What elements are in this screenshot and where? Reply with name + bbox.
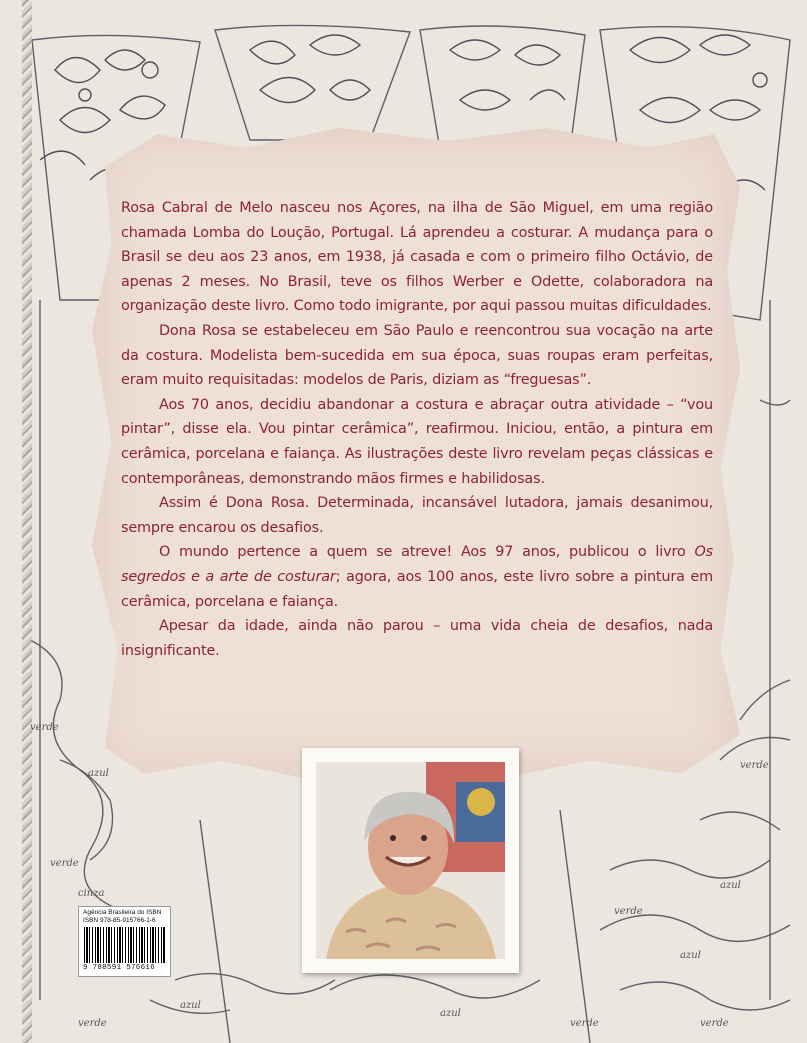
map-label-verde: verde [50,858,79,869]
rope-border-icon [22,0,32,1043]
map-label-verde: verde [700,1018,729,1029]
bio-paragraph: Apesar da idade, ainda não parou – uma vida cheia de desafios, nada insignificante. [121,618,713,659]
map-label-verde: verde [78,1018,107,1029]
bio-paragraph: Dona Rosa se estabeleceu em São Paulo e reencontrou sua vocação na arte da costura. Modelista bem-sucedida em sua época, suas roupas eram perfeitas, eram muito requisitadas: modelos de Paris, diziam as “freguesas”. [121,322,713,389]
map-label-verde: verde [740,760,769,771]
map-label-azul: azul [440,1008,461,1019]
author-portrait [316,762,505,959]
book-title: Os segredos e a arte de costurar [121,544,713,585]
barcode-icon [84,927,165,963]
bio-text: O mundo pertence a quem se atreve! Aos 97 anos, publicou o livro [159,544,695,561]
map-label-azul: azul [680,950,701,961]
biography-text [121,196,713,663]
bio-paragraph [121,540,713,614]
map-label-azul: azul [88,768,109,779]
map-label-azul: azul [720,880,741,891]
bio-paragraph: Aos 70 anos, decidiu abandonar a costura e abraçar outra atividade – “vou pintar”, disse ela. Vou pintar cerâmica”, reafirmou. Iniciou, então, a pintura em cerâmica, porcelana e faiança. As ilustrações deste livro revelam peças clássicas e contemporâneas, demonstrando mãos firmes e habilidosas. [121,396,713,487]
map-label-cinza: cinza [78,888,105,899]
map-label-verde: verde [30,722,59,733]
barcode-digits: 9 788591 576616 [83,964,156,972]
isbn-number: ISBN 978-85-915766-1-6 [83,917,156,924]
bio-paragraph: Assim é Dona Rosa. Determinada, incansável lutadora, jamais desanimou, sempre encarou os desafios. [121,495,713,536]
map-label-verde: verde [570,1018,599,1029]
bio-text: ; agora, aos 100 anos, este livro sobre a pintura em cerâmica, porcelana e faiança. [121,568,713,610]
isbn-barcode [78,906,171,977]
map-label-verde: verde [614,906,643,917]
map-label-azul: azul [180,1000,201,1011]
portrait-illustration [316,762,505,959]
bio-paragraph: Rosa Cabral de Melo nasceu nos Açores, na ilha de São Miguel, em uma região chamada Lomba do Loução, Portugal. Lá aprendeu a costurar. A mudança para o Brasil se deu aos 23 anos, em 1938, já casada e com o primeiro filho Octávio, de apenas 2 meses. No Brasil, teve os filhos Werber e Odette, colaboradora na organização deste livro. Como todo imigrante, por aqui passou muitas dificuldades. [121,200,713,315]
isbn-agency: Agência Brasileira do ISBN [83,909,162,916]
